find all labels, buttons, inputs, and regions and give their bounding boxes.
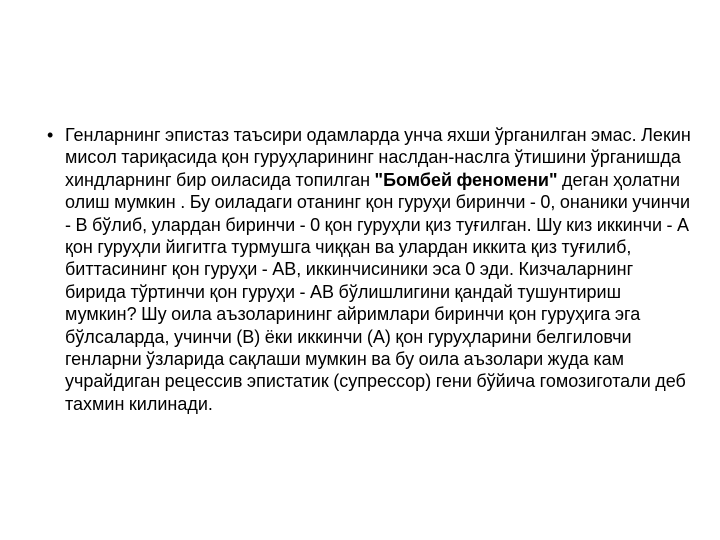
- bullet-icon: •: [47, 125, 54, 145]
- paragraph-bold-term: "Бомбей феномени": [374, 169, 558, 190]
- bullet-list-item: [47, 124, 697, 415]
- paragraph-text-after: деган ҳолатни олиш мумкин . Бу оиладаги отанинг қон гуруҳи биринчи - 0, онаники учинчи - В бўлиб, улардан биринчи - 0 қон гуруҳли қиз туғилган. Шу киз иккинчи - А қон гуруҳли йигитга турмушга чиққан ва улардан иккита қиз туғилиб, биттасининг қон гуруҳи - АВ, иккинчисиники эса 0 эди. Кизчаларнинг бирида тўртинчи қон гуруҳи - АВ бўлишлигини қандай тушунтириш мумкин? Шу оила аъзоларининг айримлари биринчи қон гуруҳига эга бўлсаларда, учинчи (В) ёки иккинчи (А) қон гуруҳларини белгиловчи генларни ўзларида сақлаши мумкин ва бу оила аъзолари жуда кам учрайдиган рецессив эпистатик (супрессор) гени бўйича гомозиготали деб тахмин килинади.: [65, 169, 691, 414]
- paragraph-text-before: Генларнинг эпистаз таъсири одамларда унча яхши ўрганилган эмас. Лекин мисол тариқасида қон гуруҳларининг наслдан-наслга ўтишини ўрганишда хиндларнинг бир оиласида топилган: [65, 125, 691, 190]
- paragraph: [65, 124, 697, 415]
